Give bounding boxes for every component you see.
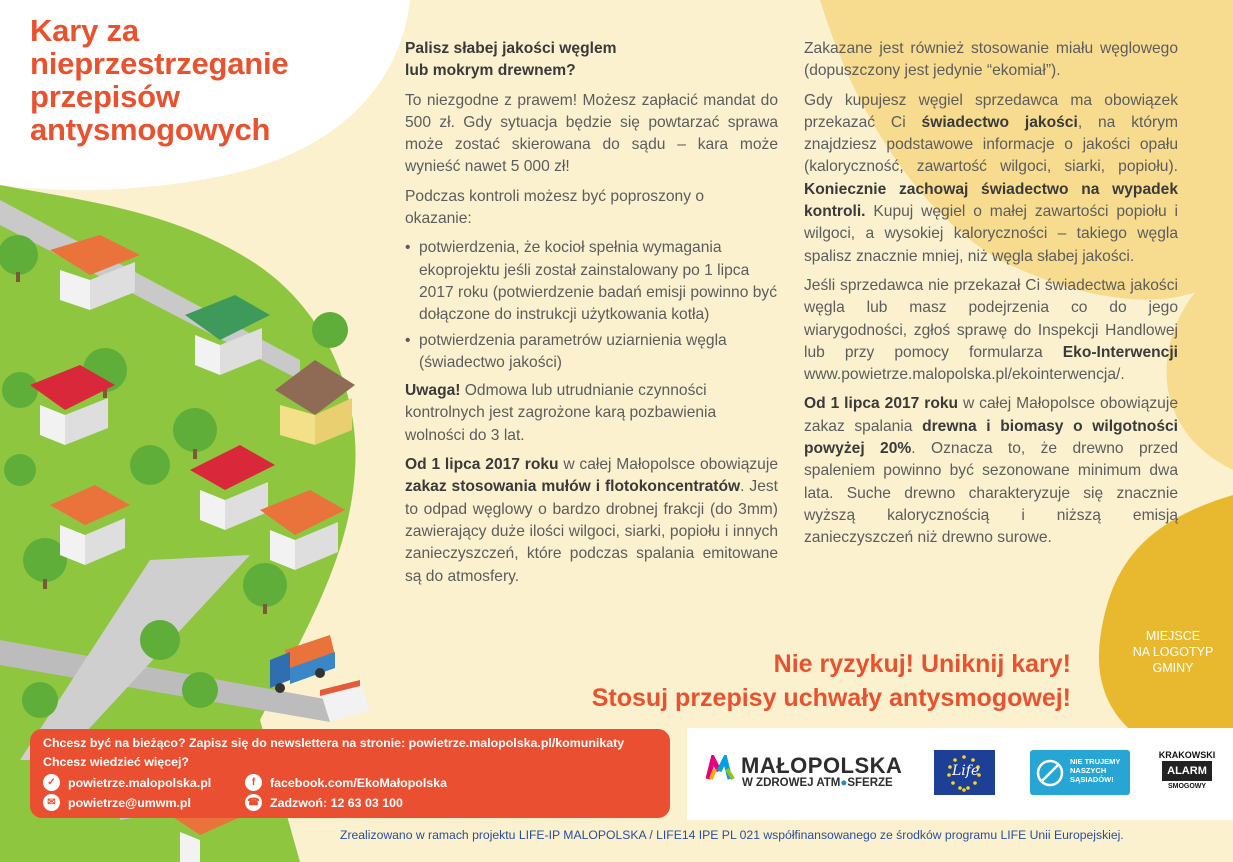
section-heading: Palisz słabej jakości węglem lub mokrym drewnem? xyxy=(405,40,617,80)
paragraph-certificate xyxy=(804,90,1178,268)
text: , na którym znajdziesz podstawowe informacje o jakości opału (kaloryczność, zawartość wilgoci, siarki, popiołu). xyxy=(804,113,1178,176)
newsletter-line xyxy=(43,736,624,750)
web-icon: ✓ xyxy=(43,774,60,791)
no-smoke-icon xyxy=(1035,758,1065,788)
warning-label: Uwaga! xyxy=(405,382,461,400)
paragraph-control: Podczas kontroli możesz być poproszony o okazanie: xyxy=(405,187,705,228)
ban-bold: zakaz stosowania mułów i flotokoncentratów xyxy=(405,478,741,496)
smogowy-text: SMOGOWY xyxy=(1167,783,1207,790)
phone-icon: ☎ xyxy=(245,794,262,811)
requirements-list xyxy=(405,237,778,374)
warning-text: Odmowa lub utrudnianie czynności kontrolnych jest zagrożone karą pozbawienia wolności do 3 lat. xyxy=(405,382,717,444)
date-bold: Od 1 lipca 2017 roku xyxy=(405,456,559,474)
slogan-line-1: Nie ryzykuj! Uniknij kary! xyxy=(773,650,1071,678)
text: w całej Małopolsce obowiązuje xyxy=(558,456,778,474)
phone-number: Zadzwoń: 12 63 03 100 xyxy=(270,795,403,810)
alarm-text: ALARM xyxy=(1162,761,1212,781)
slogan-line-2: Stosuj przepisy uchwały antysmogowej! xyxy=(591,684,1071,712)
web-link[interactable]: powietrze.malopolska.pl xyxy=(68,775,212,790)
phone-contact[interactable] xyxy=(245,794,403,811)
logos-bar xyxy=(687,728,1233,820)
text: w całej Małopolsce obowiązuje zakaz spalania xyxy=(804,395,1178,435)
tagline-part: SFERZE xyxy=(847,777,893,789)
keep-certificate-bold: Koniecznie zachowaj świadectwo na wypadek kontroli. xyxy=(804,180,1178,221)
paragraph-mial: Zakazane jest również stosowanie miału węglowego (dopuszczony jest jedynie “ekomiał”). xyxy=(804,40,1178,80)
text: Kupuj węgiel o małej zawartości popiołu i wilgoci, a wysokiej kaloryczności – takiego węgla spalisz znacznie mniej, niż węgla słabej jakości. xyxy=(804,203,1178,265)
facebook-link[interactable]: facebook.com/EkoMałopolska xyxy=(270,775,447,790)
slogan xyxy=(592,647,1071,715)
paragraph-ban-muly xyxy=(405,454,778,588)
paragraph-warning xyxy=(405,380,778,447)
humidity-bold: drewna i biomasy o wilgotności powyżej 20% xyxy=(804,417,1178,458)
nie-trujemy-logo xyxy=(1030,750,1130,795)
nie-trujemy-text: NIE TRUJEMY NASZYCH SĄSIADÓW! xyxy=(1070,757,1121,784)
facebook-contact[interactable] xyxy=(245,774,447,791)
page-title: Kary za nieprzestrzeganie przepisów antysmogowych xyxy=(30,13,289,147)
column-right xyxy=(804,38,1178,557)
web-contact[interactable] xyxy=(43,774,211,791)
paragraph-wood-ban xyxy=(804,393,1178,549)
ekointerwencja-link[interactable]: www.powietrze.malopolska.pl/ekointerwencja/. xyxy=(804,366,1125,384)
text: . Oznacza to, że drewno przed spaleniem powinno być sezonowane minimum dwa lata. Suche drewno charakteryzuje się znacznie wyższą kalorycznością i niższą emisją zanieczyszczeń niż drewno surowe. xyxy=(804,440,1178,547)
malopolska-tagline xyxy=(742,777,893,789)
email-link[interactable]: powietrze@umwm.pl xyxy=(68,795,191,810)
municipality-logo-placeholder: MIEJSCE NA LOGOTYP GMINY xyxy=(1132,629,1214,675)
footer-note: Zrealizowano w ramach projektu LIFE-IP MALOPOLSKA / LIFE14 IPE PL 021 współfinansowanego ze środków programu LIFE Unii Europejskiej. xyxy=(340,828,1124,842)
column-left xyxy=(405,38,778,595)
eu-life-logo xyxy=(934,750,995,795)
krakowski-alarm-logo xyxy=(1157,750,1217,795)
life-wordmark: Life xyxy=(952,763,980,779)
contact-box xyxy=(30,729,670,818)
text: Jeśli sprzedawca nie przekazał Ci świadectwa jakości węgla lub masz podejrzenia co do jego wiarygodności, zgłoś sprawę do Inspekcji Handlowej lub przy pomocy formularza xyxy=(804,276,1178,361)
tagline-o-icon: ● xyxy=(840,777,848,789)
list-item: • potwierdzenia parametrów uziarnienia węgla (świadectwo jakości) xyxy=(405,330,778,375)
newsletter-text: Chcesz być na bieżąco? Zapisz się do newslettera na stronie: xyxy=(43,736,409,750)
tagline-part: W ZDROWEJ ATM xyxy=(742,777,841,789)
list-item: • potwierdzenia, że kocioł spełnia wymagania ekoprojektu jeśli został zainstalowany po 1 lipca 2017 roku (potwierdzenie badań emisji powinno być dołączone do instrukcji użytkowania kotła) xyxy=(405,237,778,326)
text: Gdy kupujesz węgiel sprzedawca ma obowiązek przekazać Ci xyxy=(804,91,1178,131)
malopolska-m-icon xyxy=(705,755,739,781)
email-contact[interactable] xyxy=(43,794,191,811)
eko-interwencja-bold: Eko-Interwencji xyxy=(1062,343,1178,361)
krakowski-text: KRAKOWSKI xyxy=(1158,750,1216,760)
email-icon: ✉ xyxy=(43,794,60,811)
paragraph-mandate: To niezgodne z prawem! Możesz zapłacić mandat do 500 zł. Gdy sytuacja będzie się powtarzać sprawa może zostać skierowana do sądu – kara może wynieść nawet 5 000 zł! xyxy=(405,91,778,176)
text: . Jest to odpad węglowy o bardzo drobnej frakcji (do 3mm) zawierający duże ilości wilgoci, siarki, popiołu i innych zanieczyszczeń, które podczas spalania emitowane są do atmosfery. xyxy=(405,478,779,585)
newsletter-link[interactable]: powietrze.malopolska.pl/komunikaty xyxy=(408,736,625,750)
malopolska-wordmark: MAŁOPOLSKA xyxy=(741,753,903,778)
certificate-bold: świadectwo jakości xyxy=(921,113,1078,131)
facebook-icon: f xyxy=(245,774,262,791)
paragraph-report xyxy=(804,275,1178,386)
more-info-label: Chcesz wiedzieć więcej? xyxy=(43,755,189,769)
date-bold: Od 1 lipca 2017 roku xyxy=(804,395,959,413)
